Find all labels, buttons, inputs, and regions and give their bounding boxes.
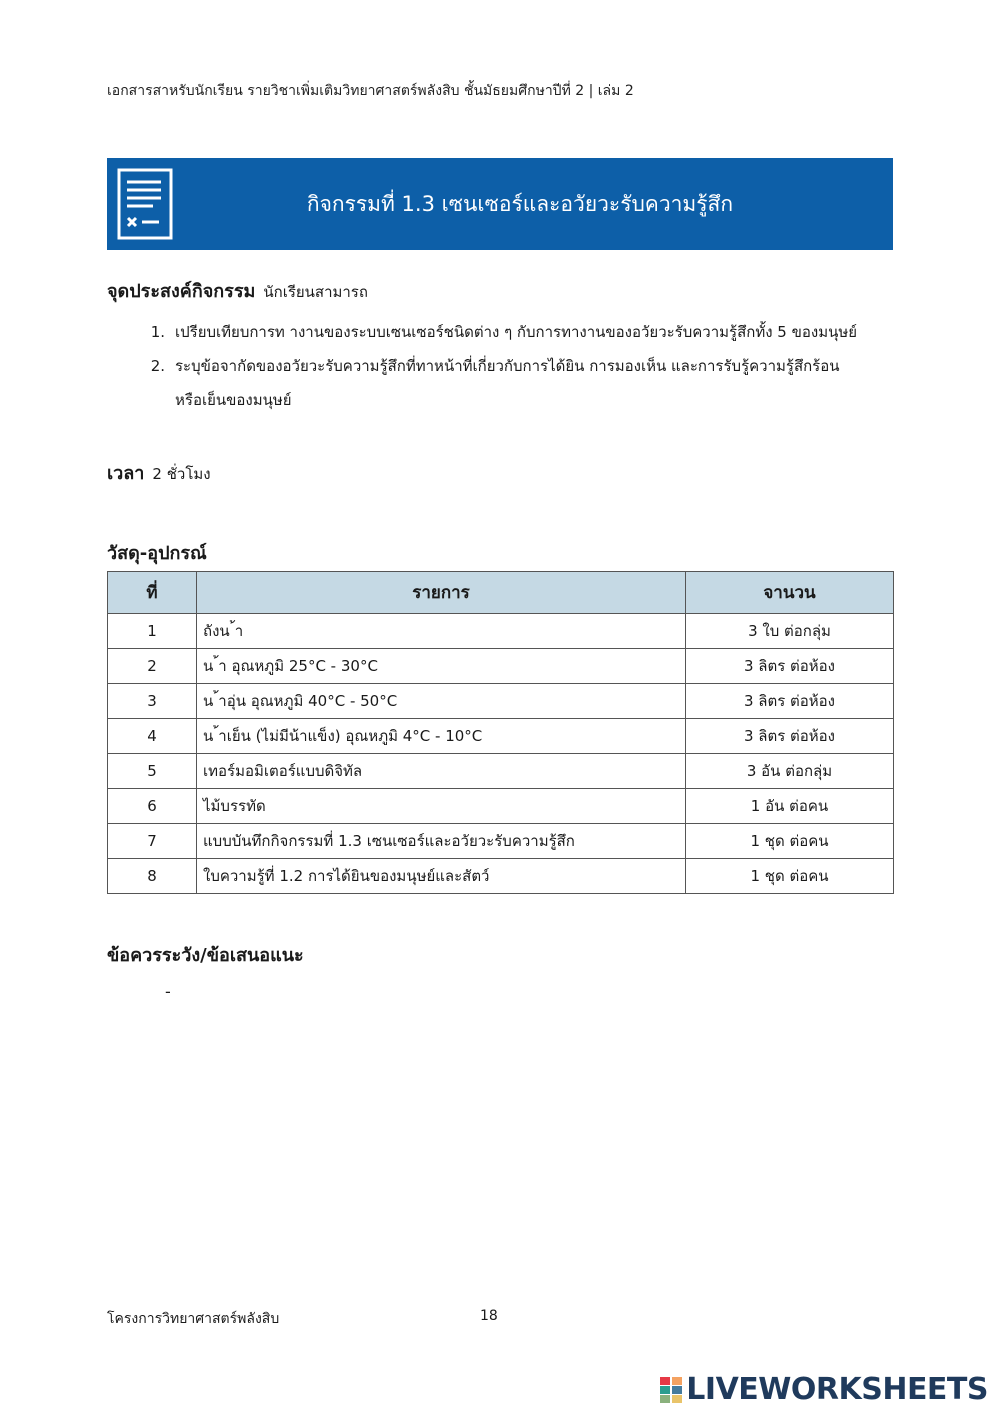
row-item: แบบบันทึกกิจกรรมที่ 1.3 เซนเซอร์และอวัยวะรับความรู้สึก bbox=[197, 824, 686, 859]
row-number: 7 bbox=[108, 824, 197, 859]
row-item: ไม้บรรทัด bbox=[197, 789, 686, 824]
time-section bbox=[107, 458, 211, 487]
liveworksheets-logo-icon bbox=[660, 1377, 682, 1403]
row-quantity: 3 ใบ ต่อกลุ่ม bbox=[686, 614, 894, 649]
row-item: น ้าอุ่น อุณหภูมิ 40°C - 50°C bbox=[197, 684, 686, 719]
objectives-intro: นักเรียนสามารถ bbox=[263, 283, 368, 301]
row-number: 5 bbox=[108, 754, 197, 789]
footer-project: โครงการวิทยาศาสตร์พลังสิบ bbox=[107, 1311, 280, 1327]
column-header-no: ที่ bbox=[108, 572, 197, 614]
page-number: 18 bbox=[480, 1308, 498, 1324]
list-item-number: 2. bbox=[150, 357, 165, 375]
row-item: ใบความรู้ที่ 1.2 การได้ยินของมนุษย์และสัตว์ bbox=[197, 859, 686, 894]
page-header: เอกสารสาหรับนักเรียน รายวิชาเพิ่มเติมวิทยาศาสตร์พลังสิบ ชั้นมัธยมศึกษาปีที่ 2 | เล่ม 2 bbox=[107, 83, 634, 99]
row-quantity: 1 ชุด ต่อคน bbox=[686, 824, 894, 859]
table-row bbox=[108, 824, 894, 859]
row-number: 4 bbox=[108, 719, 197, 754]
list-item-text: เปรียบเทียบการท างานของระบบเซนเซอร์ชนิดต่าง ๆ กับการทางานของอวัยวะรับความรู้สึกทั้ง 5 ของมนุษย์ bbox=[175, 323, 858, 341]
list-item bbox=[107, 315, 907, 349]
objectives-label: จุดประสงค์กิจกรรม bbox=[107, 281, 256, 302]
cautions-item: - bbox=[165, 982, 171, 1001]
list-item-number: 1. bbox=[150, 323, 165, 341]
table-row bbox=[108, 789, 894, 824]
activity-title: กิจกรรมที่ 1.3 เซนเซอร์และอวัยวะรับความรู้สึก bbox=[306, 191, 734, 216]
row-item: ถังน ้า bbox=[197, 614, 686, 649]
row-quantity: 1 อัน ต่อคน bbox=[686, 789, 894, 824]
liveworksheets-brand[interactable] bbox=[660, 1372, 988, 1407]
row-number: 6 bbox=[108, 789, 197, 824]
table-row bbox=[108, 859, 894, 894]
column-header-item: รายการ bbox=[197, 572, 686, 614]
list-item bbox=[107, 383, 907, 417]
row-quantity: 1 ชุด ต่อคน bbox=[686, 859, 894, 894]
materials-heading: วัสดุ-อุปกรณ์ bbox=[107, 543, 207, 564]
row-item: น ้าเย็น (ไม่มีน้าแข็ง) อุณหภูมิ 4°C - 10°C bbox=[197, 719, 686, 754]
table-header-row bbox=[108, 572, 894, 614]
row-quantity: 3 ลิตร ต่อห้อง bbox=[686, 719, 894, 754]
table-row bbox=[108, 649, 894, 684]
column-header-qty: จานวน bbox=[686, 572, 894, 614]
liveworksheets-wordmark: LIVEWORKSHEETS bbox=[686, 1372, 988, 1407]
row-item: น ้า อุณหภูมิ 25°C - 30°C bbox=[197, 649, 686, 684]
row-quantity: 3 ลิตร ต่อห้อง bbox=[686, 649, 894, 684]
table-row bbox=[108, 754, 894, 789]
row-number: 8 bbox=[108, 859, 197, 894]
list-item-text: หรือเย็นของมนุษย์ bbox=[175, 391, 292, 409]
time-value: 2 ชั่วโมง bbox=[152, 465, 211, 483]
table-row bbox=[108, 614, 894, 649]
objectives-list bbox=[107, 315, 907, 417]
activity-banner bbox=[107, 158, 893, 250]
row-quantity: 3 ลิตร ต่อห้อง bbox=[686, 684, 894, 719]
row-number: 3 bbox=[108, 684, 197, 719]
materials-table bbox=[107, 571, 894, 894]
time-label: เวลา bbox=[107, 463, 145, 484]
list-item-number bbox=[107, 383, 175, 417]
table-row bbox=[108, 719, 894, 754]
row-number: 2 bbox=[108, 649, 197, 684]
list-item bbox=[107, 349, 907, 383]
row-number: 1 bbox=[108, 614, 197, 649]
row-item: เทอร์มอมิเตอร์แบบดิจิทัล bbox=[197, 754, 686, 789]
list-item-text: ระบุข้อจากัดของอวัยวะรับความรู้สึกที่ทาหน้าที่เกี่ยวกับการได้ยิน การมองเห็น และการรับรู้ความรู้สึกร้อน bbox=[175, 357, 840, 375]
cautions-heading: ข้อควรระวัง/ข้อเสนอแนะ bbox=[107, 945, 304, 966]
row-quantity: 3 อัน ต่อกลุ่ม bbox=[686, 754, 894, 789]
table-row bbox=[108, 684, 894, 719]
objectives-section bbox=[107, 276, 907, 417]
